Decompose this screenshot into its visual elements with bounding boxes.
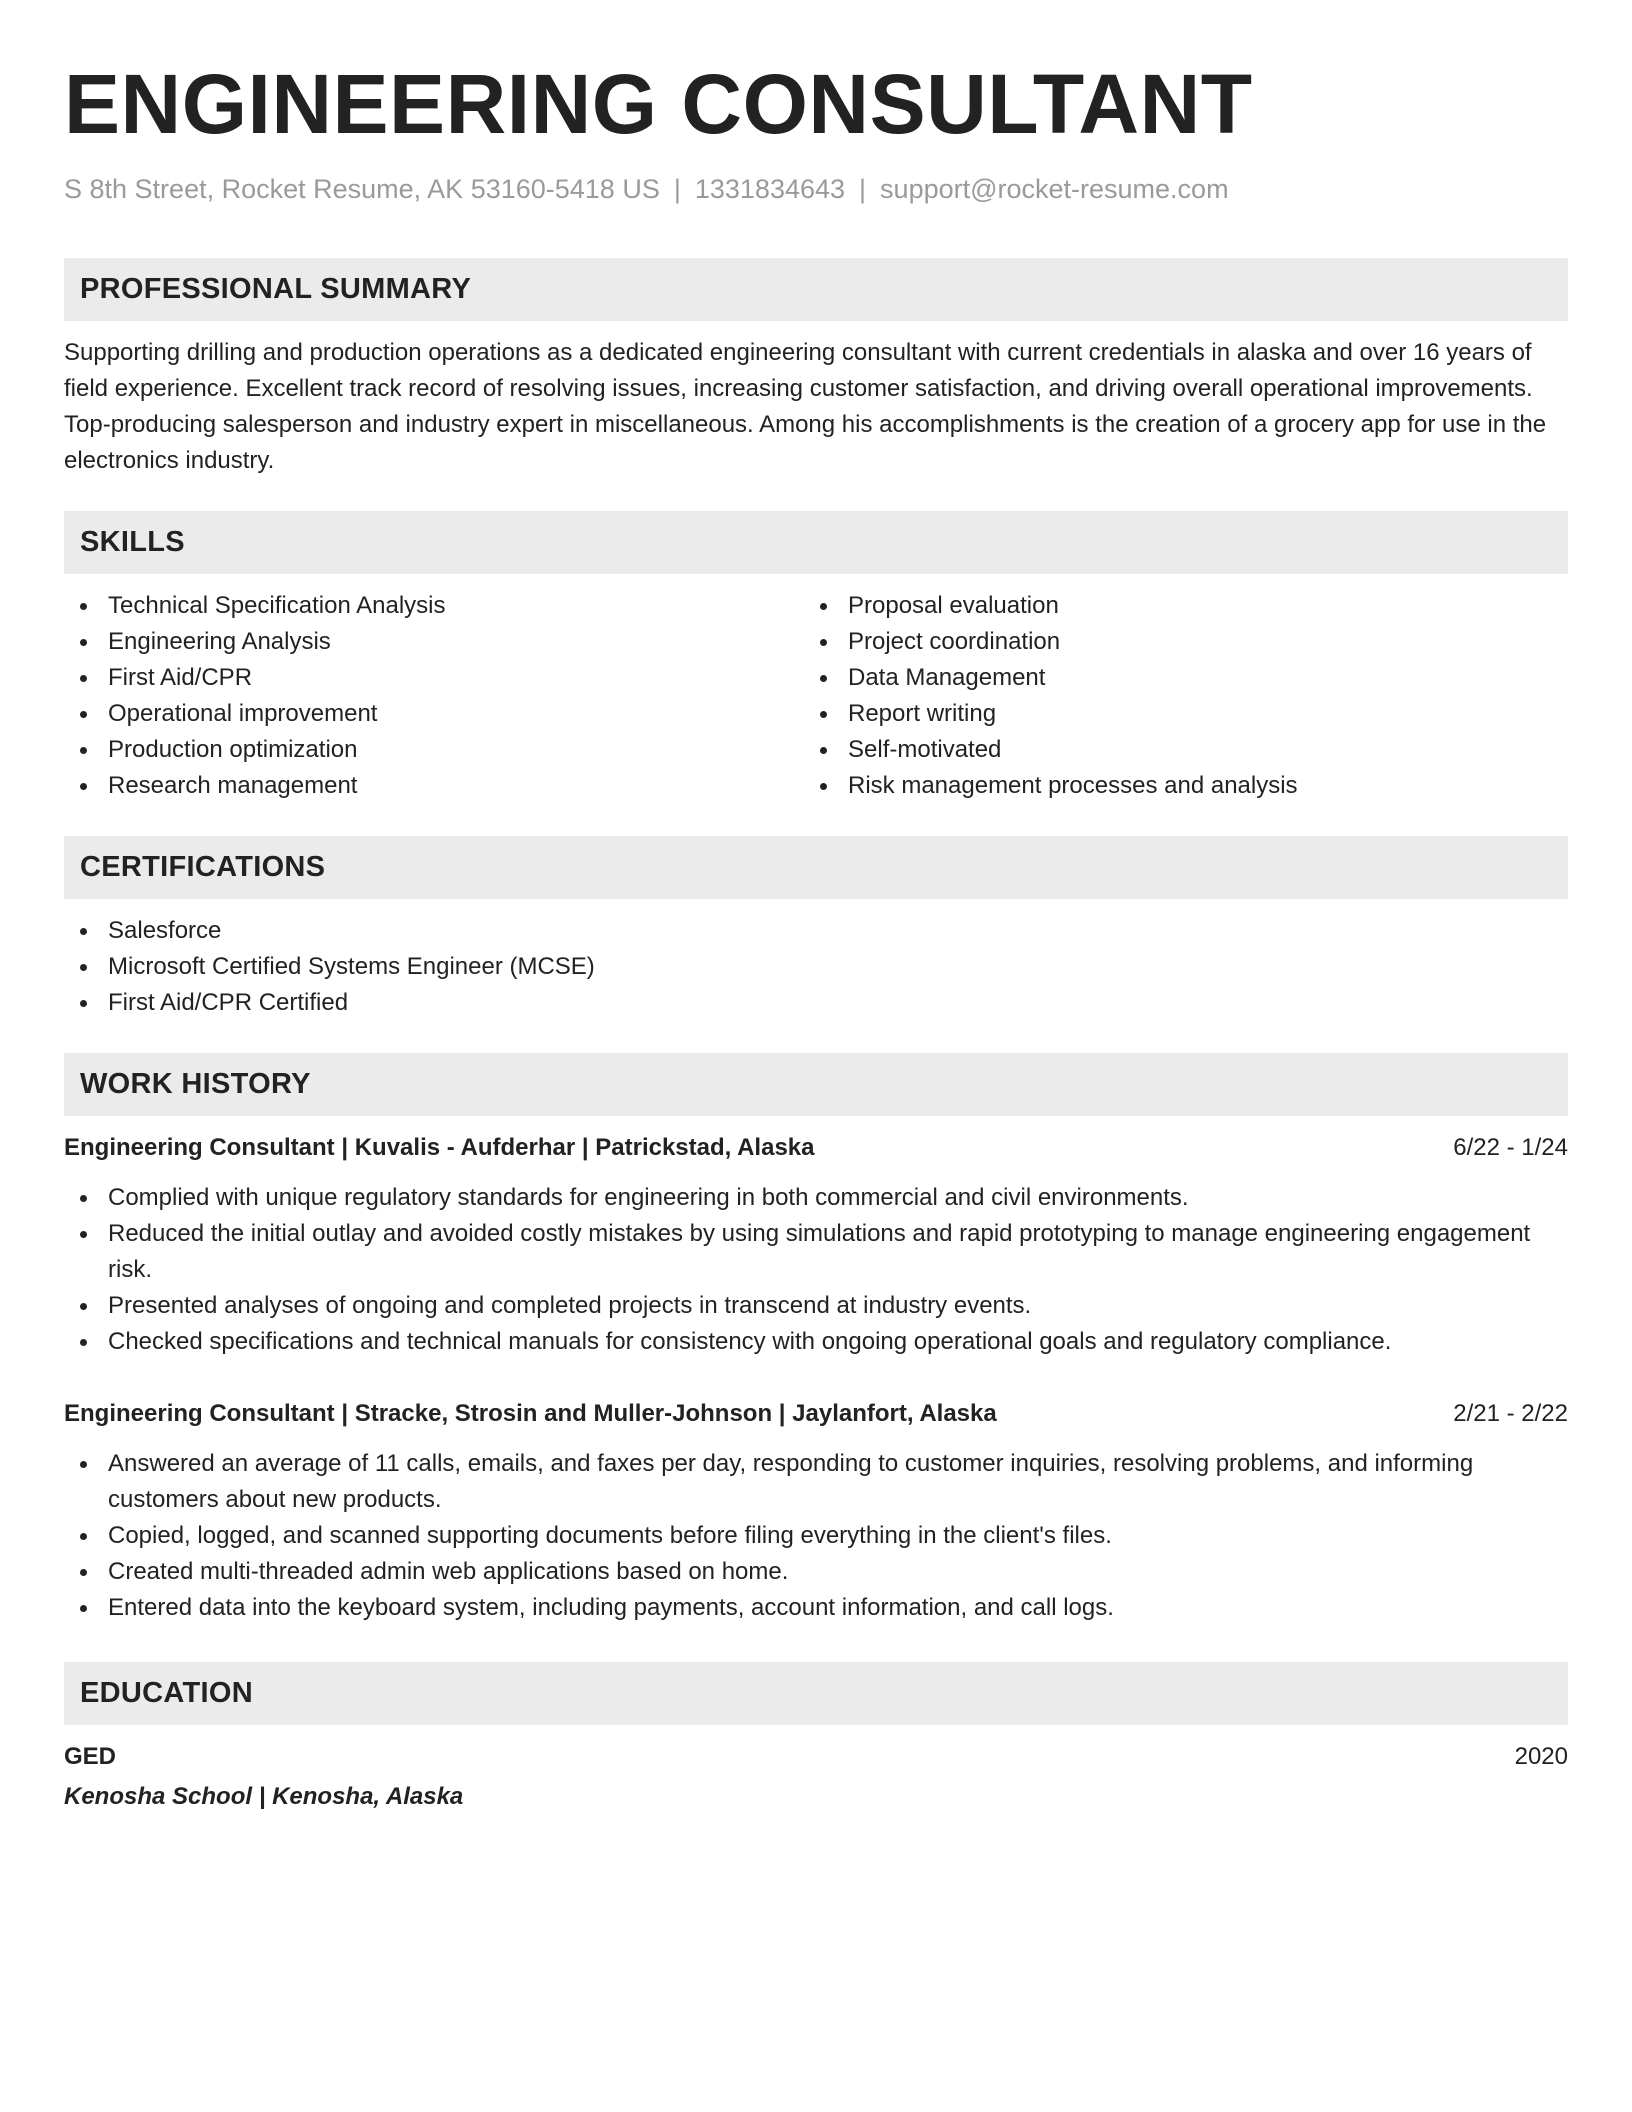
skill-item: First Aid/CPR <box>64 660 804 696</box>
job-header <box>64 1130 1568 1166</box>
education-school: Kenosha School | Kenosha, Alaska <box>64 1783 464 1810</box>
certifications-list <box>64 913 1568 1021</box>
skill-item: Report writing <box>804 696 1544 732</box>
job-bullet: Checked specifications and technical manuals for consistency with ongoing operational goals and regulatory compliance. <box>64 1324 1568 1360</box>
skill-item: Engineering Analysis <box>64 624 804 660</box>
job-bullet: Complied with unique regulatory standards for engineering in both commercial and civil environments. <box>64 1180 1568 1216</box>
skill-item: Proposal evaluation <box>804 588 1544 624</box>
job-bullet: Answered an average of 11 calls, emails, and faxes per day, responding to customer inquiries, resolving problems, and informing customers about new products. <box>64 1446 1568 1518</box>
job-title: Engineering Consultant | Kuvalis - Aufderhar | Patrickstad, Alaska <box>64 1134 815 1161</box>
section-header-summary: PROFESSIONAL SUMMARY <box>64 258 1568 321</box>
education-degree: GED <box>64 1743 117 1770</box>
certification-item: Microsoft Certified Systems Engineer (MCSE) <box>64 949 1568 985</box>
skill-item: Production optimization <box>64 732 804 768</box>
job-bullet: Presented analyses of ongoing and completed projects in transcend at industry events. <box>64 1288 1568 1324</box>
education-year: 2020 <box>1514 1743 1568 1770</box>
skills-column-right <box>804 588 1544 804</box>
job-bullet: Entered data into the keyboard system, including payments, account information, and call logs. <box>64 1590 1568 1626</box>
job-entry <box>64 1130 1568 1360</box>
contact-address: S 8th Street, Rocket Resume, AK 53160-5418 US <box>64 174 660 204</box>
section-header-skills: SKILLS <box>64 511 1568 574</box>
contact-email: support@rocket-resume.com <box>880 174 1229 204</box>
resume-name: ENGINEERING CONSULTANT <box>64 57 1253 151</box>
contact-separator: | <box>673 174 681 204</box>
skill-item: Data Management <box>804 660 1544 696</box>
education-entry <box>64 1739 1568 1815</box>
skill-item: Research management <box>64 768 804 804</box>
section-header-education: EDUCATION <box>64 1662 1568 1725</box>
skill-item: Operational improvement <box>64 696 804 732</box>
certification-item: Salesforce <box>64 913 1568 949</box>
job-dates: 6/22 - 1/24 <box>1453 1134 1568 1161</box>
section-header-work-history: WORK HISTORY <box>64 1053 1568 1116</box>
job-bullet-list <box>64 1446 1568 1626</box>
certification-item: First Aid/CPR Certified <box>64 985 1568 1021</box>
job-bullet: Copied, logged, and scanned supporting documents before filing everything in the client's files. <box>64 1518 1568 1554</box>
contact-phone: 1331834643 <box>694 174 846 204</box>
job-header <box>64 1396 1568 1432</box>
job-bullet: Created multi-threaded admin web applications based on home. <box>64 1554 1568 1590</box>
skill-item: Project coordination <box>804 624 1544 660</box>
skills-grid <box>64 588 1568 804</box>
contact-separator: | <box>859 174 867 204</box>
skills-column-left <box>64 588 804 804</box>
section-header-certifications: CERTIFICATIONS <box>64 836 1568 899</box>
contact-line <box>64 172 1568 206</box>
job-title: Engineering Consultant | Stracke, Strosin and Muller-Johnson | Jaylanfort, Alaska <box>64 1400 997 1427</box>
job-bullet: Reduced the initial outlay and avoided costly mistakes by using simulations and rapid prototyping to manage engineering engagement risk. <box>64 1216 1568 1288</box>
summary-text: Supporting drilling and production operations as a dedicated engineering consultant with current credentials in alaska and over 16 years of field experience. Excellent track record of resolving issues, increasing customer satisfaction, and driving overall operational improvements. Top-producing salesperson and industry expert in miscellaneous. Among his accomplishments is the creation of a grocery app for use in the electronics industry. <box>64 339 1547 474</box>
skill-item: Risk management processes and analysis <box>804 768 1544 804</box>
job-bullet-list <box>64 1180 1568 1360</box>
skill-item: Technical Specification Analysis <box>64 588 804 624</box>
education-header <box>64 1739 1568 1775</box>
job-entry <box>64 1396 1568 1626</box>
skill-item: Self-motivated <box>804 732 1544 768</box>
job-dates: 2/21 - 2/22 <box>1453 1400 1568 1427</box>
